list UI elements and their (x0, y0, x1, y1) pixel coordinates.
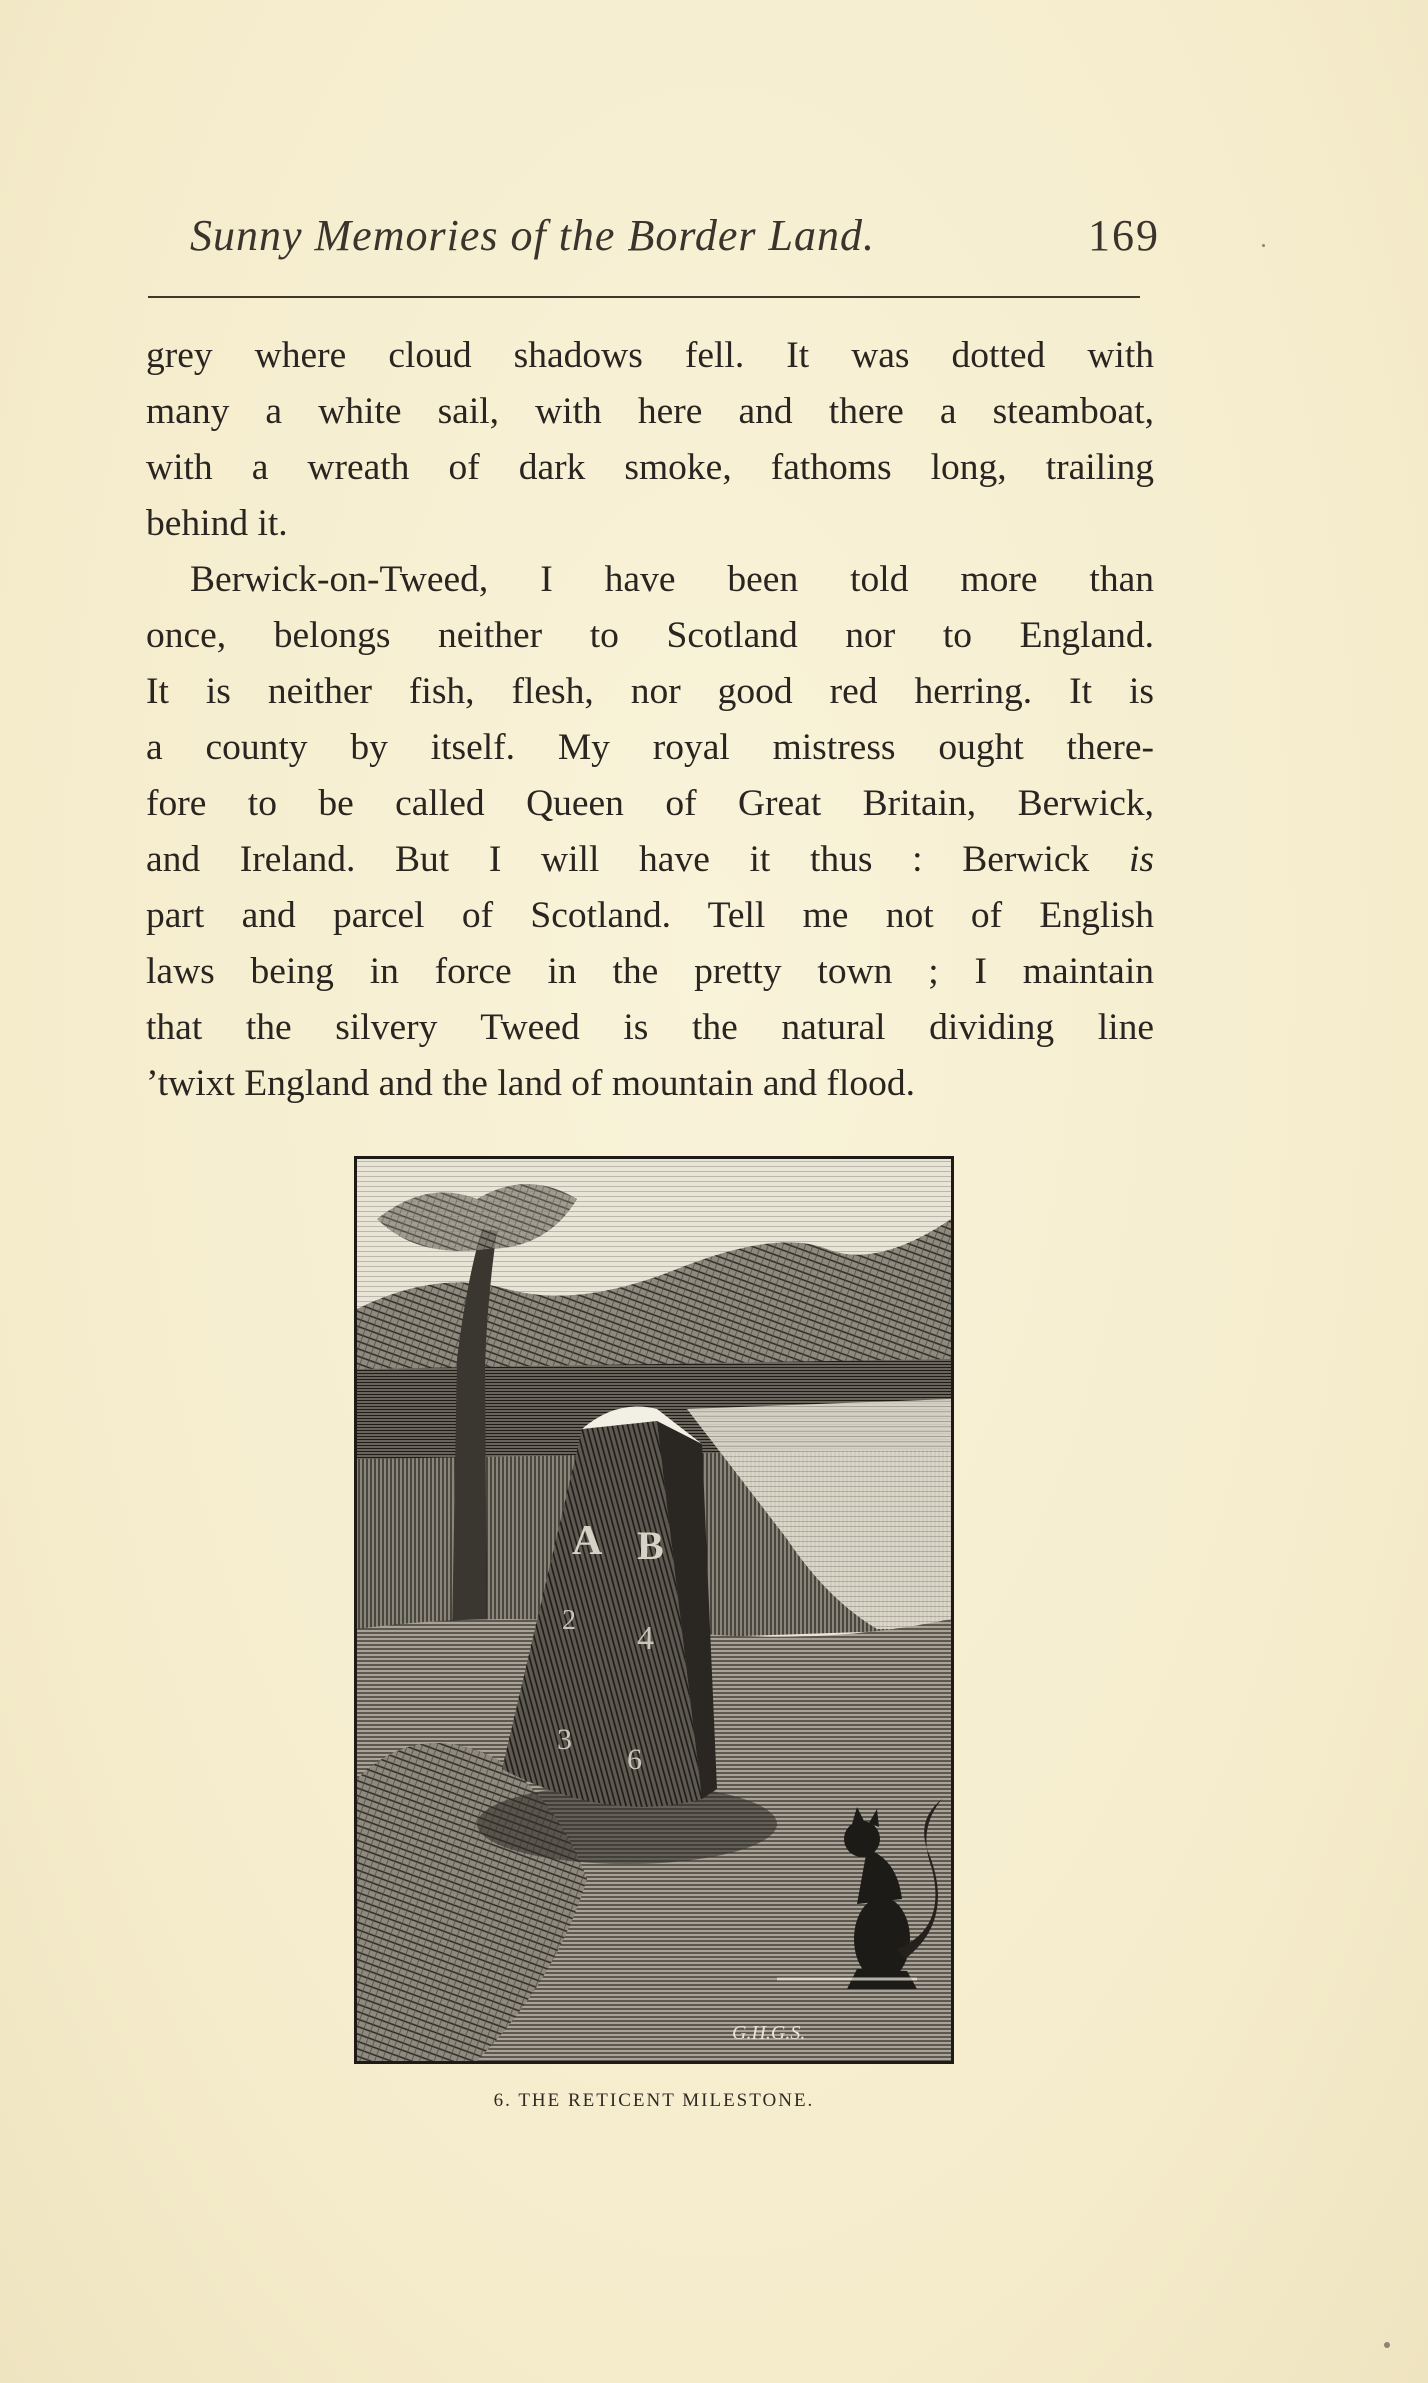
running-title: Sunny Memories of the Border Land. (190, 211, 875, 260)
engraving-illustration (354, 1156, 954, 2064)
text-line: that the silvery Tweed is the natural dividing line (146, 1007, 1154, 1048)
carving-6: 6 (627, 1743, 642, 1776)
text-line: ’twixt England and the land of mountain and flood. (146, 1063, 915, 1104)
page-number: 169 (1088, 211, 1160, 260)
text-line: Berwick-on-Tweed, I have been told more than (190, 559, 1154, 600)
carving-4: 4 (637, 1620, 654, 1657)
engraver-signature: G.H.G.S. (732, 2022, 806, 2044)
text-line: part and parcel of Scotland. Tell me not of English (146, 895, 1154, 936)
text-line: with a wreath of dark smoke, fathoms long, trailing (146, 447, 1154, 488)
figure-caption: 6. THE RETICENT MILESTONE. (493, 2090, 815, 2111)
header-rule (148, 296, 1140, 298)
paper-speck (1262, 244, 1265, 247)
body-paragraphs (146, 328, 1154, 1112)
carving-b: B (637, 1523, 664, 1568)
paper-speck (1384, 2342, 1390, 2348)
carving-a: A (572, 1518, 603, 1564)
text-line: laws being in force in the pretty town ; I maintain (146, 951, 1154, 992)
text-line: grey where cloud shadows fell. It was dotted with (146, 335, 1154, 376)
text-line: fore to be called Queen of Great Britain, Berwick, (146, 783, 1154, 824)
text-line-with-emphasis (146, 832, 1154, 888)
carving-2: 2 (562, 1605, 576, 1636)
text-line: once, belongs neither to Scotland nor to England. (146, 615, 1154, 656)
text-line: a county by itself. My royal mistress ought there- (146, 727, 1154, 768)
text-line: It is neither fish, flesh, nor good red herring. It is (146, 671, 1154, 712)
text-line: behind it. (146, 503, 288, 544)
engraving-drawing (357, 1159, 951, 2061)
text-segment: and Ireland. But I will have it thus : Berwick (146, 839, 1129, 880)
text-line: many a white sail, with here and there a steamboat, (146, 391, 1154, 432)
carving-3: 3 (557, 1723, 572, 1756)
page-header (190, 210, 1160, 270)
emphasis-word: is (1128, 839, 1154, 880)
